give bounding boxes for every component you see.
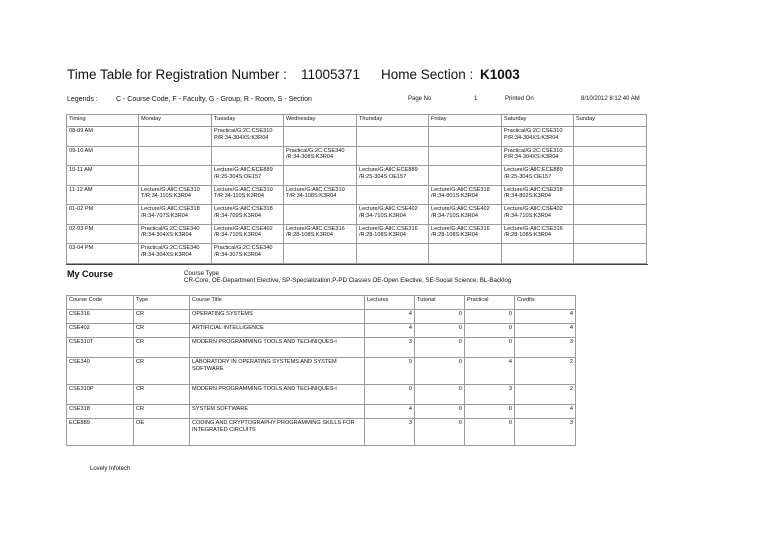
course-type-text: CR-Core, OE-Department Elective, SP-Specialization,P-PD Classes OE-Open Elective, SE-Social Science, BL-Backlog [184,277,512,284]
course-title: MODERN PROGRAMMING TOOLS AND TECHNIQUES-I [190,385,365,405]
timetable-cell: Lecture/G:AllC:CSE318 /R:34-709S:K3R04 [212,205,284,225]
timetable-timing: 03-04 PM [67,244,139,264]
course-title: SYSTEM SOFTWARE [190,405,365,419]
page-no-label: Page No [408,96,432,102]
course-row [67,338,576,358]
timetable-row [67,224,647,244]
course-lectures: 0 [365,358,415,385]
timetable-cell [139,146,212,166]
course-tutorial: 0 [415,310,465,324]
footer-text: Lovely Infotech [90,466,131,472]
course-credits: 4 [515,310,576,324]
timetable-timing: 11-12 AM [67,185,139,205]
timetable-cell [574,224,647,244]
course-title: MODERN PROGRAMMING TOOLS AND TECHNIQUES-I [190,338,365,358]
timetable-cell: Practical/G:2C:CSE340 /R:34-308S:K3R04 [284,146,357,166]
timetable-cell [139,127,212,147]
timetable-timing: 01-02 PM [67,205,139,225]
timetable-header: Friday [429,115,502,127]
course-code: CSE316 [67,310,134,324]
timetable-cell: Lecture/G:AllC:CSE316 /R:28-108S:K3R04 [429,224,502,244]
course-practical: 0 [465,338,515,358]
page-no-value: 1 [474,96,478,102]
course-lectures: 3 [365,419,415,446]
legend-text: C - Course Code, F - Faculty, G - Group, R - Room, S - Section [116,96,312,103]
timetable-cell [574,166,647,186]
course-code: CSE402 [67,324,134,338]
timetable-cell [429,166,502,186]
timetable-cell: Lecture/G:AllC:ECE889 /R:25-304S:OE157 [502,166,574,186]
timetable-header: Tuesday [212,115,284,127]
timetable-cell: Practical/G:2C:CSE310 P/R:34-304XS:K3R04 [502,127,574,147]
timetable-cell: Lecture/G:AllC:ECE889 /R:25-304S:OE157 [357,166,429,186]
course-type: OE [134,419,190,446]
course-code: CSE310T [67,338,134,358]
course-title: OPERATING SYSTEMS [190,310,365,324]
timetable-cell: Lecture/G:AllC:ECE889 /R:25-304S:OE157 [212,166,284,186]
timetable-cell: Practical/G:2C:CSE310 P/R:34-304XS:K3R04 [502,146,574,166]
timetable-timing: 10-11 AM [67,166,139,186]
timetable-cell [357,127,429,147]
course-row [67,324,576,338]
course-header: Course Title [190,296,365,310]
course-practical: 0 [465,324,515,338]
timetable-cell: Practical/G:2C:CSE310 P/R:34-304XS:K3R04 [212,127,284,147]
timetable-cell: Lecture/G:AllC:CSE310 T/R:34-108S:K3R04 [284,185,357,205]
timetable-header: Saturday [502,115,574,127]
course-practical: 4 [465,358,515,385]
timetable-cell: Lecture/G:AllC:CSE318 /R:34-707S:K3R04 [139,205,212,225]
section-divider [66,264,648,265]
timetable-cell: Lecture/G:AllC:CSE316 /R:28-108S:K3R04 [284,224,357,244]
course-tutorial: 0 [415,419,465,446]
timetable-cell: Lecture/G:AllC:CSE316 /R:28-108S:K3R04 [502,224,574,244]
course-tutorial: 0 [415,338,465,358]
course-lectures: 0 [365,385,415,405]
printed-on-label: Printed On [505,96,534,102]
timetable-cell [284,127,357,147]
timetable-cell [574,146,647,166]
timetable-cell [357,185,429,205]
timetable-cell: Practical/G:2C:CSE340 /R:34-307S:K3R04 [212,244,284,264]
timetable-cell [574,205,647,225]
legend-label: Legends : [67,96,98,103]
course-credits: 4 [515,324,576,338]
timetable-row [67,185,647,205]
course-row [67,419,576,446]
timetable-cell: Lecture/G:AllC:CSE318 /R:34-801S:K3R04 [429,185,502,205]
course-credits: 4 [515,405,576,419]
course-header: Course Code [67,296,134,310]
course-type: CR [134,324,190,338]
course-row [67,405,576,419]
course-title: CODING AND CRYPTOGRAPHY PROGRAMMING SKILLS FOR INTEGRATED CIRCUITS [190,419,365,446]
course-credits: 3 [515,338,576,358]
timetable-cell [574,185,647,205]
course-code: CSE340 [67,358,134,385]
timetable-cell: Lecture/G:AllC:CSE310 T/R:34-110S:K3R04 [139,185,212,205]
timetable-header: Thursday [357,115,429,127]
timetable-cell [429,127,502,147]
course-type: CR [134,310,190,324]
course-type: CR [134,358,190,385]
course-row [67,310,576,324]
timetable-cell: Lecture/G:AllC:CSE310 T/R:34-110S:K3R04 [212,185,284,205]
timetable-cell [284,205,357,225]
page-title: Time Table for Registration Number : [67,67,287,82]
timetable [66,114,647,264]
course-header: Credits [515,296,576,310]
timetable-cell: Lecture/G:AllC:CSE318 /R:34-802S:K3R04 [502,185,574,205]
timetable-cell [284,166,357,186]
timetable-cell: Practical/G:2C:CSE340 /R:34-304XS:K3R04 [139,244,212,264]
course-type: CR [134,405,190,419]
course-lectures: 4 [365,405,415,419]
timetable-cell [139,166,212,186]
timetable-cell [212,146,284,166]
timetable-cell: Lecture/G:AllC:CSE402 /R:34-710S:K3R04 [429,205,502,225]
course-lectures: 4 [365,310,415,324]
timetable-row [67,146,647,166]
course-credits: 3 [515,419,576,446]
timetable-header: Timing [67,115,139,127]
course-title: ARTIFICIAL INTELLIGENCE [190,324,365,338]
course-credits: 2 [515,385,576,405]
course-header: Tutorial [415,296,465,310]
timetable-cell [574,244,647,264]
course-row [67,385,576,405]
home-section-value: K1003 [480,67,520,82]
timetable-cell [429,146,502,166]
course-header: Type [134,296,190,310]
my-course-heading: My Course [67,269,114,279]
timetable-cell [357,146,429,166]
course-credits: 2 [515,358,576,385]
course-practical: 0 [465,419,515,446]
course-title: LABORATORY IN OPERATING SYSTEMS AND SYSTEM SOFTWARE [190,358,365,385]
timetable-cell [574,127,647,147]
timetable-cell: Lecture/G:AllC:CSE402 /R:34-710S:K3R04 [502,205,574,225]
course-tutorial: 0 [415,405,465,419]
timetable-header: Monday [139,115,212,127]
course-tutorial: 0 [415,385,465,405]
timetable-cell [284,244,357,264]
course-tutorial: 0 [415,324,465,338]
course-header: Practical [465,296,515,310]
course-table [66,295,576,446]
course-practical: 0 [465,310,515,324]
timetable-row [67,127,647,147]
timetable-row [67,166,647,186]
course-type: CR [134,385,190,405]
course-lectures: 4 [365,324,415,338]
course-lectures: 3 [365,338,415,358]
timetable-cell [502,244,574,264]
timetable-timing: 08-09 AM [67,127,139,147]
course-code: CSE310P [67,385,134,405]
timetable-cell: Lecture/G:AllC:CSE402 /R:34-710S:K3R04 [357,205,429,225]
course-code: CSE318 [67,405,134,419]
course-code: ECE889 [67,419,134,446]
course-practical: 0 [465,405,515,419]
timetable-cell: Practical/G:2C:CSE340 /R:34-304XS:K3R04 [139,224,212,244]
course-header: Lectures [365,296,415,310]
timetable-timing: 09-10 AM [67,146,139,166]
course-type-label: Course Type [184,270,219,277]
printed-on-value: 8/10/2012 8:12:40 AM [581,96,640,102]
timetable-row [67,205,647,225]
timetable-header-row [67,115,647,127]
course-practical: 3 [465,385,515,405]
course-tutorial: 0 [415,358,465,385]
timetable-cell: Lecture/G:AllC:CSE402 /R:34-710S:K3R04 [212,224,284,244]
home-section-label: Home Section : [381,67,474,82]
course-header-row [67,296,576,310]
timetable-cell [357,244,429,264]
course-type: CR [134,338,190,358]
timetable-cell: Lecture/G:AllC:CSE316 /R:28-108S:K3R04 [357,224,429,244]
course-row [67,358,576,385]
timetable-header: Wednesday [284,115,357,127]
timetable-header: Sunday [574,115,647,127]
registration-number: 11005371 [301,67,361,82]
timetable-cell [429,244,502,264]
timetable-timing: 02-03 PM [67,224,139,244]
timetable-row [67,244,647,264]
